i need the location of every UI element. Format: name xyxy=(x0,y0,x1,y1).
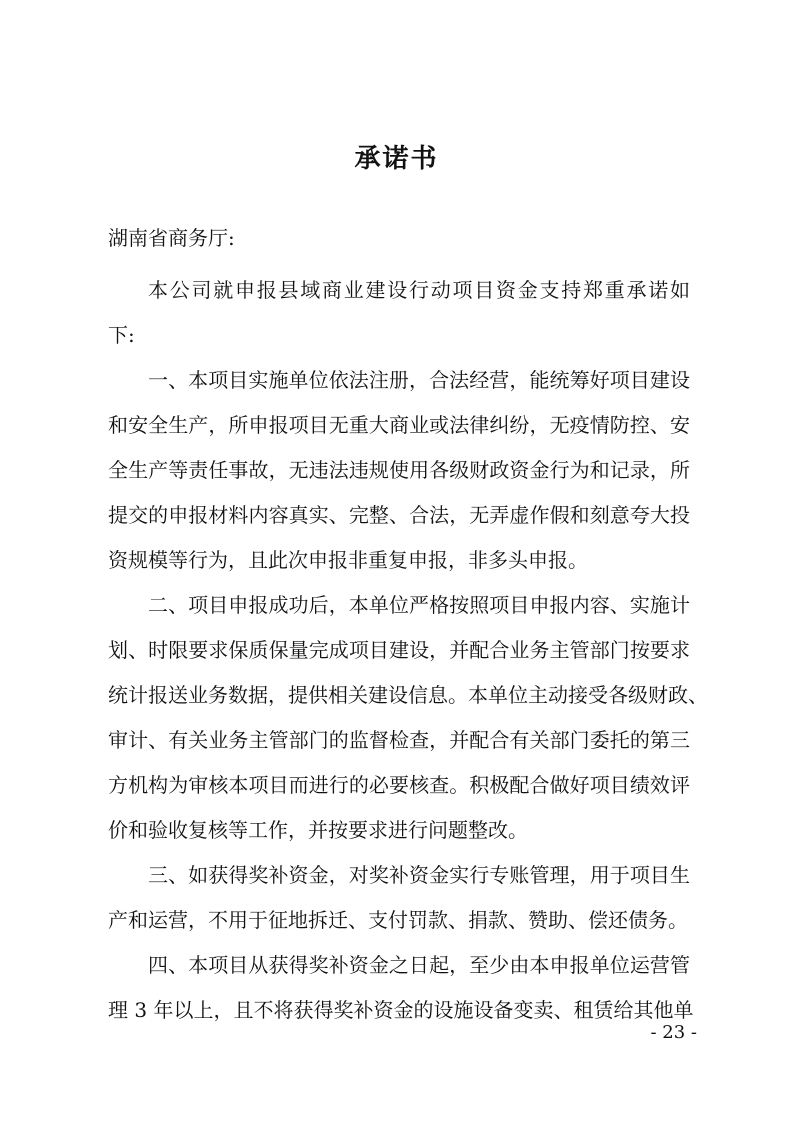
paragraph-line: 下: xyxy=(108,323,135,347)
paragraph-line: 理 3 年以上，且不将获得奖补资金的设施设备变卖、租赁给其他单 xyxy=(108,998,694,1022)
paragraph-line: 审计、有关业务主管部门的监督检查，并配合有关部门委托的第三 xyxy=(108,728,690,752)
page-number: - 23 - xyxy=(650,1022,697,1043)
paragraph-line: 二、项目申报成功后，本单位严格按照项目申报内容、实施计 xyxy=(148,593,690,617)
paragraph-line: 产和运营，不用于征地拆迁、支付罚款、捐款、赞助、偿还债务。 xyxy=(108,908,688,932)
paragraph-commitment-4 xyxy=(108,943,694,1033)
paragraph-line: 和安全生产，所申报项目无重大商业或法律纠纷，无疫情防控、安 xyxy=(108,413,690,437)
paragraph-commitment-3 xyxy=(108,853,690,943)
paragraph-line: 划、时限要求保质保量完成项目建设，并配合业务主管部门按要求 xyxy=(108,638,690,662)
paragraph-line: 资规模等行为，且此次申报非重复申报，非多头申报。 xyxy=(108,548,588,572)
paragraph-line: 方机构为审核本项目而进行的必要核查。积极配合做好项目绩效评 xyxy=(108,773,690,797)
paragraph-line: 三、如获得奖补资金，对奖补资金实行专账管理，用于项目生 xyxy=(148,863,690,887)
paragraph-line: 全生产等责任事故，无违法违规使用各级财政资金行为和记录，所 xyxy=(108,458,690,482)
paragraph-line: 价和验收复核等工作，并按要求进行问题整改。 xyxy=(108,818,528,842)
paragraph-line: 本公司就申报县域商业建设行动项目资金支持郑重承诺如 xyxy=(148,278,690,302)
paragraph-line: 统计报送业务数据，提供相关建设信息。本单位主动接受各级财政、 xyxy=(108,683,708,707)
paragraph-intro xyxy=(108,268,690,358)
salutation: 湖南省商务厅: xyxy=(108,226,235,250)
paragraph-line: 提交的申报材料内容真实、完整、合法，无弄虚作假和刻意夸大投 xyxy=(108,503,690,527)
paragraph-line: 四、本项目从获得奖补资金之日起，至少由本申报单位运营管 xyxy=(148,953,690,977)
paragraph-commitment-1 xyxy=(108,358,690,583)
paragraph-line: 一、本项目实施单位依法注册，合法经营，能统筹好项目建设 xyxy=(148,368,690,392)
document-title: 承诺书 xyxy=(354,144,439,174)
paragraph-commitment-2 xyxy=(108,583,708,853)
